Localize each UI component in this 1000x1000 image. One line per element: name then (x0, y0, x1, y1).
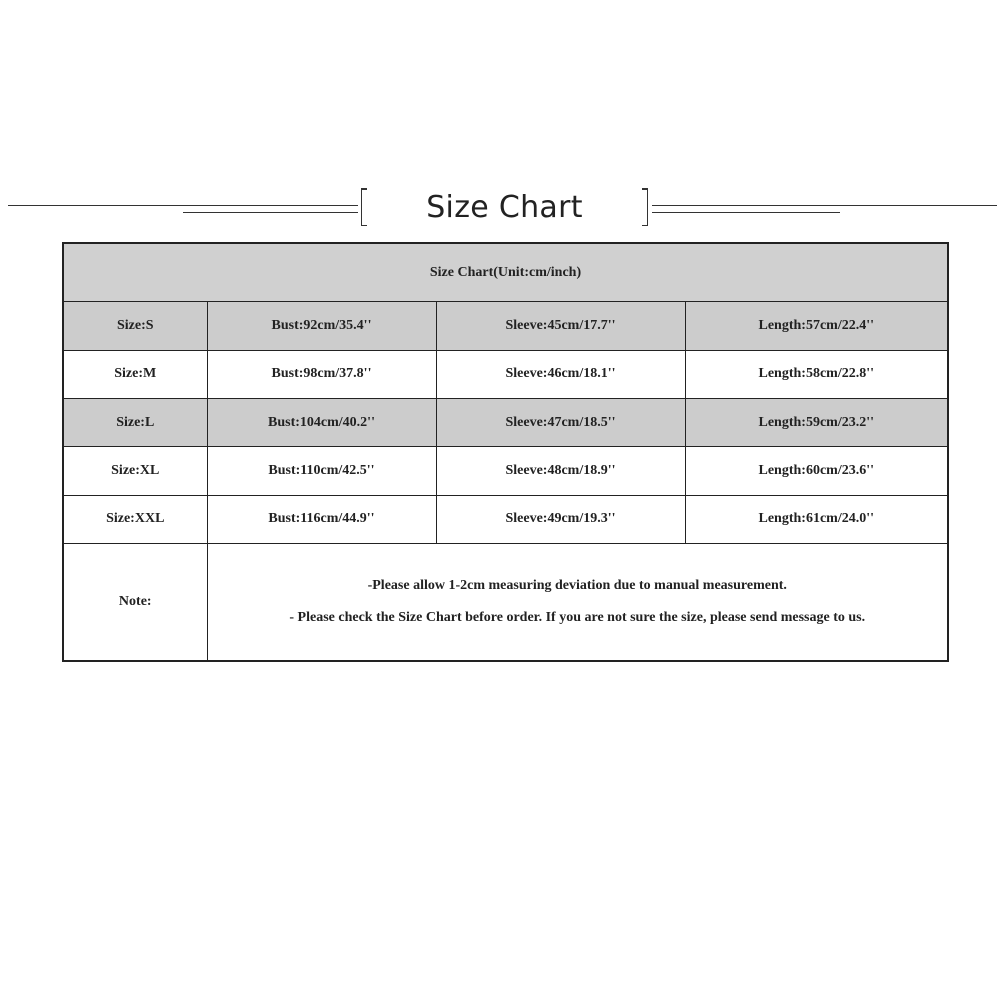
table-header: Size Chart(Unit:cm/inch) (63, 243, 948, 302)
length-cell: Length:59cm/23.2'' (685, 399, 948, 447)
table-row (63, 399, 948, 447)
bust-cell: Bust:92cm/35.4'' (207, 302, 436, 350)
note-label: Note: (63, 544, 207, 661)
bust-cell: Bust:110cm/42.5'' (207, 447, 436, 495)
sleeve-cell: Sleeve:46cm/18.1'' (436, 350, 685, 398)
sleeve-cell: Sleeve:48cm/18.9'' (436, 447, 685, 495)
size-cell: Size:L (63, 399, 207, 447)
sleeve-cell: Sleeve:49cm/19.3'' (436, 495, 685, 543)
table-header-row (63, 243, 948, 302)
note-line: -Please allow 1-2cm measuring deviation due to manual measurement. (367, 578, 787, 594)
title-rule-inner-left (183, 212, 358, 213)
size-cell: Size:XL (63, 447, 207, 495)
page-title: Size Chart (426, 189, 583, 225)
length-cell: Length:60cm/23.6'' (685, 447, 948, 495)
title-rule-inner-right (652, 212, 840, 213)
title-frame (361, 188, 648, 226)
size-cell: Size:XXL (63, 495, 207, 543)
size-chart-table (62, 242, 949, 662)
bust-cell: Bust:98cm/37.8'' (207, 350, 436, 398)
note-content (207, 544, 948, 661)
length-cell: Length:61cm/24.0'' (685, 495, 948, 543)
length-cell: Length:58cm/22.8'' (685, 350, 948, 398)
sleeve-cell: Sleeve:47cm/18.5'' (436, 399, 685, 447)
title-rule-right (652, 205, 997, 206)
sleeve-cell: Sleeve:45cm/17.7'' (436, 302, 685, 350)
table-row (63, 350, 948, 398)
table-row (63, 447, 948, 495)
size-cell: Size:M (63, 350, 207, 398)
length-cell: Length:57cm/22.4'' (685, 302, 948, 350)
table-row (63, 302, 948, 350)
note-line: - Please check the Size Chart before order. If you are not sure the size, please send message to us. (289, 610, 866, 626)
bust-cell: Bust:116cm/44.9'' (207, 495, 436, 543)
bust-cell: Bust:104cm/40.2'' (207, 399, 436, 447)
note-row (63, 544, 948, 661)
title-rule-left (8, 205, 358, 206)
table-row (63, 495, 948, 543)
size-cell: Size:S (63, 302, 207, 350)
